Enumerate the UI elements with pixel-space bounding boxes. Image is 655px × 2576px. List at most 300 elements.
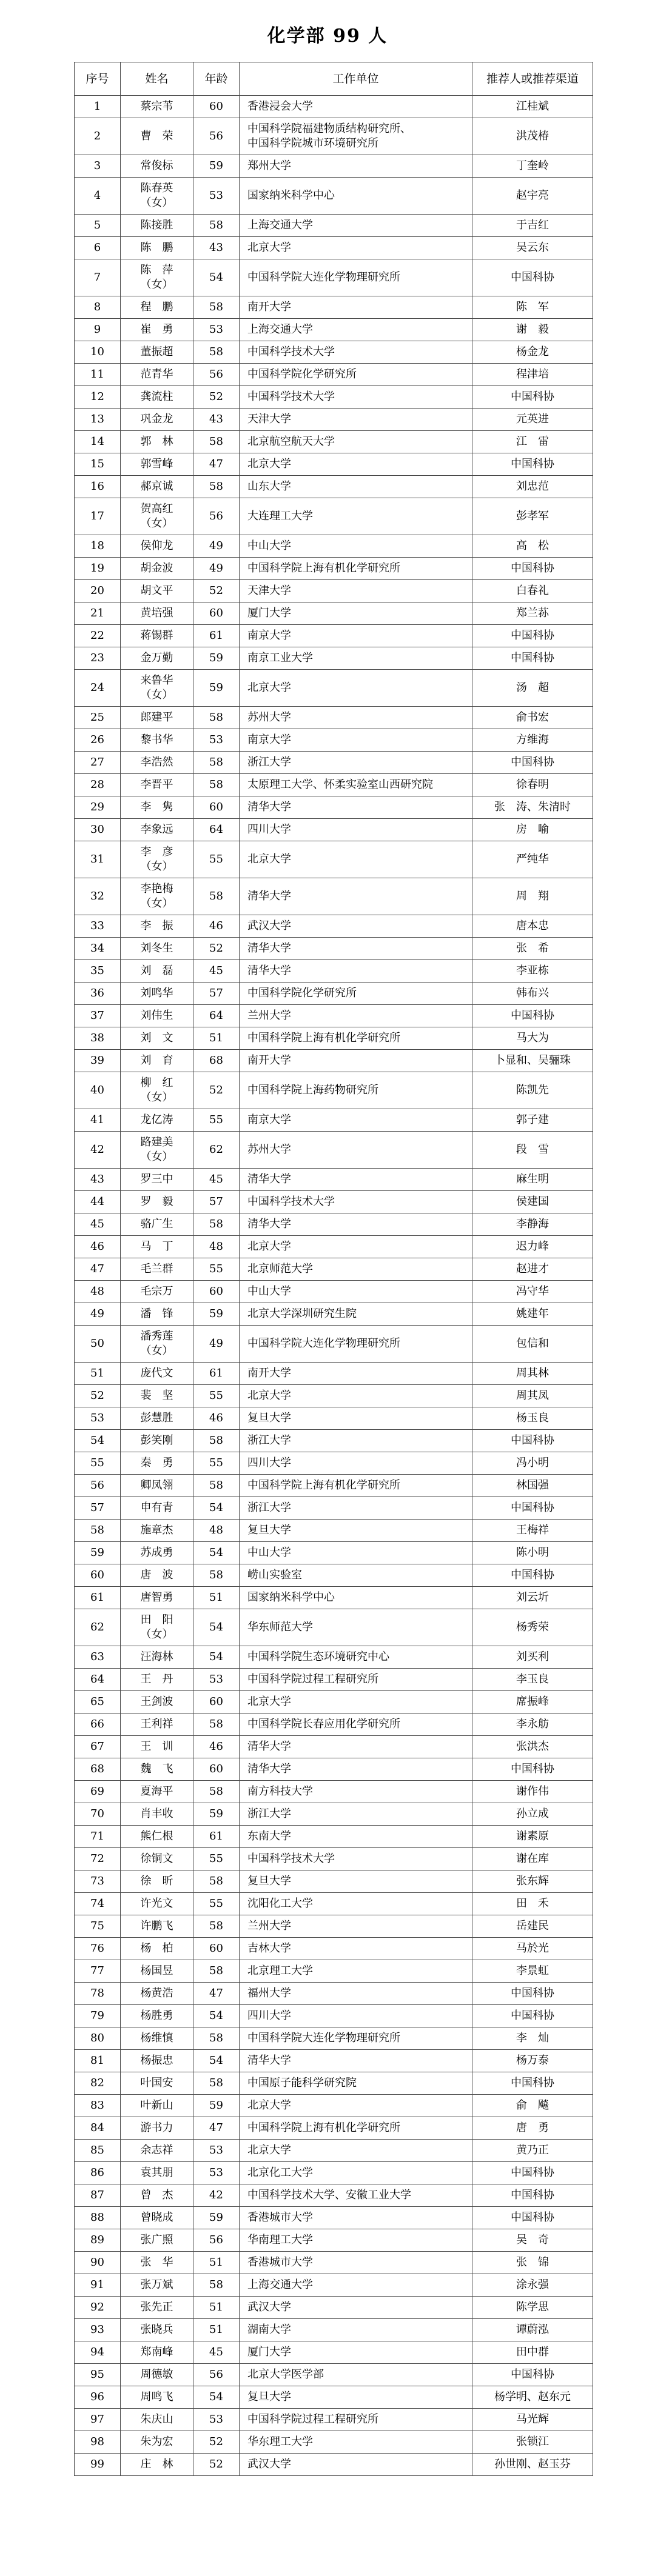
cell-unit: 香港城市大学 (240, 2252, 472, 2274)
cell-no: 6 (75, 237, 121, 259)
table-row (75, 1938, 593, 1960)
cell-age: 58 (193, 1781, 240, 1803)
cell-unit: 大连理工大学 (240, 498, 472, 535)
cell-unit: 南开大学 (240, 1050, 472, 1072)
table-row (75, 752, 593, 774)
cell-name: 郭雪峰 (121, 453, 193, 476)
cell-recommender: 刘买利 (472, 1646, 593, 1669)
cell-unit: 崂山实验室 (240, 1564, 472, 1587)
cell-no: 9 (75, 319, 121, 341)
cell-name: 路建美 （女） (121, 1132, 193, 1169)
table-row (75, 2095, 593, 2117)
table-row (75, 915, 593, 938)
cell-name: 崔 勇 (121, 319, 193, 341)
cell-recommender: 姚建年 (472, 1303, 593, 1326)
cell-unit: 中国科学院生态环境研究中心 (240, 1646, 472, 1669)
cell-unit: 武汉大学 (240, 2454, 472, 2476)
cell-age: 59 (193, 647, 240, 670)
cell-recommender: 谢在库 (472, 1848, 593, 1870)
cell-recommender: 李 灿 (472, 2027, 593, 2050)
cell-name: 毛兰群 (121, 1258, 193, 1281)
cell-recommender: 田中群 (472, 2341, 593, 2364)
cell-recommender: 张锁江 (472, 2431, 593, 2454)
cell-no: 63 (75, 1646, 121, 1669)
cell-recommender: 周其林 (472, 1363, 593, 1385)
cell-unit: 兰州大学 (240, 1915, 472, 1938)
table-row (75, 96, 593, 118)
cell-age: 58 (193, 752, 240, 774)
cell-no: 90 (75, 2252, 121, 2274)
table-row (75, 178, 593, 215)
cell-no: 62 (75, 1609, 121, 1646)
cell-unit: 中国科学院上海有机化学研究所 (240, 1475, 472, 1497)
cell-name: 董振超 (121, 341, 193, 364)
cell-recommender: 马於光 (472, 1938, 593, 1960)
cell-no: 21 (75, 602, 121, 625)
table-row (75, 1258, 593, 1281)
cell-age: 58 (193, 707, 240, 729)
cell-no: 43 (75, 1169, 121, 1191)
cell-unit: 北京航空航天大学 (240, 431, 472, 453)
cell-age: 58 (193, 431, 240, 453)
cell-unit: 上海交通大学 (240, 319, 472, 341)
cell-no: 73 (75, 1870, 121, 1893)
cell-recommender: 张 涛、朱清时 (472, 796, 593, 819)
cell-name: 魏 飞 (121, 1758, 193, 1781)
table-row (75, 1407, 593, 1430)
cell-recommender: 于吉红 (472, 215, 593, 237)
cell-age: 59 (193, 2095, 240, 2117)
cell-age: 55 (193, 1452, 240, 1475)
cell-name: 朱为宏 (121, 2431, 193, 2454)
cell-unit: 上海交通大学 (240, 2274, 472, 2297)
cell-name: 潘秀莲 （女） (121, 1326, 193, 1363)
cell-unit: 华东师范大学 (240, 1609, 472, 1646)
cell-name: 张晓兵 (121, 2319, 193, 2341)
cell-no: 53 (75, 1407, 121, 1430)
cell-name: 彭笑刚 (121, 1430, 193, 1452)
cell-unit: 苏州大学 (240, 1132, 472, 1169)
table-row (75, 2140, 593, 2162)
cell-name: 杨国昱 (121, 1960, 193, 1983)
cell-no: 56 (75, 1475, 121, 1497)
cell-name: 李艳梅 （女） (121, 878, 193, 915)
cell-age: 52 (193, 386, 240, 409)
cell-recommender: 杨万泰 (472, 2050, 593, 2072)
cell-name: 苏成勇 (121, 1542, 193, 1564)
cell-age: 51 (193, 2297, 240, 2319)
cell-no: 47 (75, 1258, 121, 1281)
cell-no: 46 (75, 1236, 121, 1258)
cell-no: 87 (75, 2184, 121, 2207)
table-row (75, 1587, 593, 1609)
cell-no: 3 (75, 155, 121, 178)
cell-recommender: 中国科协 (472, 2072, 593, 2095)
cell-unit: 复旦大学 (240, 1520, 472, 1542)
cell-age: 52 (193, 580, 240, 602)
table-row (75, 2252, 593, 2274)
cell-recommender: 中国科协 (472, 2005, 593, 2027)
cell-no: 50 (75, 1326, 121, 1363)
cell-name: 郎建平 (121, 707, 193, 729)
cell-recommender: 中国科协 (472, 2207, 593, 2229)
cell-unit: 南京大学 (240, 625, 472, 647)
cell-name: 曾 杰 (121, 2184, 193, 2207)
cell-unit: 天津大学 (240, 409, 472, 431)
cell-age: 54 (193, 1497, 240, 1520)
header-unit: 工作单位 (240, 62, 472, 96)
cell-name: 蔡宗苇 (121, 96, 193, 118)
cell-unit: 中国科学技术大学、安徽工业大学 (240, 2184, 472, 2207)
cell-unit: 浙江大学 (240, 1497, 472, 1520)
cell-name: 贺高红 （女） (121, 498, 193, 535)
cell-unit: 兰州大学 (240, 1005, 472, 1027)
header-age: 年龄 (193, 62, 240, 96)
cell-recommender: 陈小明 (472, 1542, 593, 1564)
cell-recommender: 孙立成 (472, 1803, 593, 1826)
table-row (75, 2050, 593, 2072)
cell-no: 71 (75, 1826, 121, 1848)
cell-recommender: 卜显和、吴骊珠 (472, 1050, 593, 1072)
cell-recommender: 李亚栋 (472, 960, 593, 983)
cell-recommender: 谢素原 (472, 1826, 593, 1848)
cell-unit: 中国科学院上海有机化学研究所 (240, 558, 472, 580)
cell-unit: 中国科学院过程工程研究所 (240, 1669, 472, 1691)
cell-recommender: 彭孝军 (472, 498, 593, 535)
cell-recommender: 汤 超 (472, 670, 593, 707)
cell-unit: 中国科学技术大学 (240, 341, 472, 364)
cell-no: 28 (75, 774, 121, 796)
cell-age: 43 (193, 237, 240, 259)
table-row (75, 2319, 593, 2341)
cell-no: 66 (75, 1713, 121, 1736)
cell-name: 胡文平 (121, 580, 193, 602)
cell-recommender: 陈凯先 (472, 1072, 593, 1109)
cell-age: 60 (193, 1938, 240, 1960)
cell-unit: 中山大学 (240, 535, 472, 558)
cell-age: 58 (193, 2274, 240, 2297)
cell-age: 54 (193, 1542, 240, 1564)
cell-name: 罗 毅 (121, 1191, 193, 1213)
table-row (75, 580, 593, 602)
cell-name: 许光文 (121, 1893, 193, 1915)
cell-unit: 福州大学 (240, 1983, 472, 2005)
page-title: 化学部 99 人 (267, 25, 388, 47)
cell-recommender: 洪茂椿 (472, 118, 593, 155)
table-row (75, 1109, 593, 1132)
cell-unit: 清华大学 (240, 1736, 472, 1758)
cell-recommender: 杨玉良 (472, 1407, 593, 1430)
cell-no: 33 (75, 915, 121, 938)
cell-recommender: 程津培 (472, 364, 593, 386)
cell-age: 54 (193, 259, 240, 296)
cell-name: 刘 磊 (121, 960, 193, 983)
cell-age: 56 (193, 364, 240, 386)
cell-unit: 北京大学 (240, 453, 472, 476)
cell-unit: 郑州大学 (240, 155, 472, 178)
cell-name: 王剑波 (121, 1691, 193, 1713)
cell-recommender: 孙世刚、赵玉芬 (472, 2454, 593, 2476)
table-row (75, 2297, 593, 2319)
cell-age: 58 (193, 296, 240, 319)
table-row (75, 819, 593, 841)
cell-recommender: 中国科协 (472, 2184, 593, 2207)
cell-no: 72 (75, 1848, 121, 1870)
cell-name: 杨黄浩 (121, 1983, 193, 2005)
table-row (75, 453, 593, 476)
cell-no: 61 (75, 1587, 121, 1609)
cell-recommender: 马光辉 (472, 2409, 593, 2431)
cell-name: 杨胜勇 (121, 2005, 193, 2027)
table-row (75, 878, 593, 915)
cell-no: 52 (75, 1385, 121, 1407)
cell-age: 58 (193, 2027, 240, 2050)
cell-name: 毛宗万 (121, 1281, 193, 1303)
cell-recommender: 中国科协 (472, 1497, 593, 1520)
table-row (75, 2162, 593, 2184)
cell-no: 94 (75, 2341, 121, 2364)
table-row (75, 1191, 593, 1213)
table-row (75, 498, 593, 535)
cell-no: 99 (75, 2454, 121, 2476)
cell-name: 朱庆山 (121, 2409, 193, 2431)
cell-name: 程 鹏 (121, 296, 193, 319)
cell-no: 75 (75, 1915, 121, 1938)
cell-name: 黎书华 (121, 729, 193, 752)
cell-name: 骆广生 (121, 1213, 193, 1236)
cell-recommender: 元英进 (472, 409, 593, 431)
cell-age: 59 (193, 155, 240, 178)
cell-name: 申有青 (121, 1497, 193, 1520)
table-row (75, 341, 593, 364)
table-row (75, 1213, 593, 1236)
cell-no: 84 (75, 2117, 121, 2140)
cell-recommender: 中国科协 (472, 625, 593, 647)
cell-name: 刘鸣华 (121, 983, 193, 1005)
cell-no: 91 (75, 2274, 121, 2297)
table-row (75, 1609, 593, 1646)
cell-recommender: 丁奎岭 (472, 155, 593, 178)
cell-age: 60 (193, 1691, 240, 1713)
cell-recommender: 杨金龙 (472, 341, 593, 364)
cell-recommender: 中国科协 (472, 1983, 593, 2005)
cell-recommender: 李永舫 (472, 1713, 593, 1736)
cell-no: 27 (75, 752, 121, 774)
table-row (75, 1169, 593, 1191)
cell-age: 55 (193, 1385, 240, 1407)
cell-no: 48 (75, 1281, 121, 1303)
cell-no: 70 (75, 1803, 121, 1826)
cell-no: 67 (75, 1736, 121, 1758)
cell-unit: 苏州大学 (240, 707, 472, 729)
cell-name: 杨维慎 (121, 2027, 193, 2050)
table-row (75, 1669, 593, 1691)
cell-no: 95 (75, 2364, 121, 2386)
cell-age: 60 (193, 96, 240, 118)
table-row (75, 1960, 593, 1983)
cell-age: 53 (193, 2140, 240, 2162)
cell-unit: 国家纳米科学中心 (240, 1587, 472, 1609)
table-row (75, 2229, 593, 2252)
cell-age: 60 (193, 1281, 240, 1303)
cell-no: 10 (75, 341, 121, 364)
cell-recommender: 席振峰 (472, 1691, 593, 1713)
cell-recommender: 侯建国 (472, 1191, 593, 1213)
cell-recommender: 中国科协 (472, 558, 593, 580)
cell-age: 53 (193, 2409, 240, 2431)
cell-name: 张先正 (121, 2297, 193, 2319)
cell-name: 刘伟生 (121, 1005, 193, 1027)
cell-no: 20 (75, 580, 121, 602)
cell-age: 58 (193, 1870, 240, 1893)
cell-age: 64 (193, 1005, 240, 1027)
cell-age: 58 (193, 774, 240, 796)
cell-age: 59 (193, 1303, 240, 1326)
cell-name: 叶新山 (121, 2095, 193, 2117)
cell-unit: 沈阳化工大学 (240, 1893, 472, 1915)
table-row (75, 319, 593, 341)
cell-unit: 复旦大学 (240, 1407, 472, 1430)
table-row (75, 1915, 593, 1938)
cell-recommender: 张洪杰 (472, 1736, 593, 1758)
cell-no: 36 (75, 983, 121, 1005)
cell-recommender: 岳建民 (472, 1915, 593, 1938)
cell-name: 裴 坚 (121, 1385, 193, 1407)
table-row (75, 1303, 593, 1326)
cell-no: 7 (75, 259, 121, 296)
cell-name: 徐 昕 (121, 1870, 193, 1893)
cell-unit: 北京大学 (240, 2095, 472, 2117)
table-row (75, 1520, 593, 1542)
cell-unit: 厦门大学 (240, 602, 472, 625)
cell-name: 张 华 (121, 2252, 193, 2274)
cell-no: 89 (75, 2229, 121, 2252)
table-row (75, 409, 593, 431)
cell-name: 罗三中 (121, 1169, 193, 1191)
cell-age: 56 (193, 2364, 240, 2386)
cell-name: 汪海林 (121, 1646, 193, 1669)
cell-no: 64 (75, 1669, 121, 1691)
table-row (75, 707, 593, 729)
cell-no: 32 (75, 878, 121, 915)
table-row (75, 1736, 593, 1758)
header-no: 序号 (75, 62, 121, 96)
cell-age: 60 (193, 1758, 240, 1781)
cell-no: 54 (75, 1430, 121, 1452)
cell-name: 刘 育 (121, 1050, 193, 1072)
cell-age: 60 (193, 602, 240, 625)
cell-age: 68 (193, 1050, 240, 1072)
cell-age: 61 (193, 1363, 240, 1385)
cell-recommender: 郑兰荪 (472, 602, 593, 625)
cell-name: 周德敏 (121, 2364, 193, 2386)
cell-age: 60 (193, 796, 240, 819)
cell-age: 49 (193, 535, 240, 558)
table-row (75, 2005, 593, 2027)
cell-age: 58 (193, 1915, 240, 1938)
cell-unit: 浙江大学 (240, 752, 472, 774)
cell-recommender: 严纯华 (472, 841, 593, 878)
cell-name: 李晋平 (121, 774, 193, 796)
cell-name: 郭 林 (121, 431, 193, 453)
cell-unit: 南京工业大学 (240, 647, 472, 670)
cell-age: 59 (193, 670, 240, 707)
cell-no: 57 (75, 1497, 121, 1520)
cell-unit: 国家纳米科学中心 (240, 178, 472, 215)
cell-no: 60 (75, 1564, 121, 1587)
cell-age: 43 (193, 409, 240, 431)
cell-age: 58 (193, 1564, 240, 1587)
cell-age: 61 (193, 625, 240, 647)
cell-no: 88 (75, 2207, 121, 2229)
table-row (75, 625, 593, 647)
cell-name: 余志祥 (121, 2140, 193, 2162)
cell-name: 蒋锡群 (121, 625, 193, 647)
cell-no: 86 (75, 2162, 121, 2184)
cell-age: 53 (193, 729, 240, 752)
cell-name: 夏海平 (121, 1781, 193, 1803)
cell-recommender: 迟力峰 (472, 1236, 593, 1258)
cell-unit: 复旦大学 (240, 1870, 472, 1893)
table-row (75, 1132, 593, 1169)
cell-age: 46 (193, 915, 240, 938)
table-row (75, 960, 593, 983)
cell-unit: 复旦大学 (240, 2386, 472, 2409)
cell-name: 陈接胜 (121, 215, 193, 237)
table-row (75, 364, 593, 386)
table-row (75, 1983, 593, 2005)
table-row (75, 1385, 593, 1407)
table-row (75, 729, 593, 752)
cell-name: 陈 鹏 (121, 237, 193, 259)
cell-recommender: 李景虹 (472, 1960, 593, 1983)
cell-recommender: 包信和 (472, 1326, 593, 1363)
cell-recommender: 韩布兴 (472, 983, 593, 1005)
cell-recommender: 冯守华 (472, 1281, 593, 1303)
cell-age: 58 (193, 215, 240, 237)
cell-name: 郝京诚 (121, 476, 193, 498)
cell-no: 55 (75, 1452, 121, 1475)
cell-recommender: 俞 飚 (472, 2095, 593, 2117)
table-row (75, 2274, 593, 2297)
cell-name: 郑南峰 (121, 2341, 193, 2364)
cell-age: 53 (193, 1669, 240, 1691)
cell-age: 48 (193, 1520, 240, 1542)
cell-no: 58 (75, 1520, 121, 1542)
cell-name: 杨振忠 (121, 2050, 193, 2072)
table-row (75, 1281, 593, 1303)
cell-recommender: 吴云东 (472, 237, 593, 259)
cell-recommender: 陈学思 (472, 2297, 593, 2319)
cell-unit: 湖南大学 (240, 2319, 472, 2341)
cell-name: 胡金波 (121, 558, 193, 580)
cell-recommender: 江 雷 (472, 431, 593, 453)
cell-age: 55 (193, 1109, 240, 1132)
cell-age: 58 (193, 878, 240, 915)
table-row (75, 2072, 593, 2095)
cell-unit: 中山大学 (240, 1542, 472, 1564)
cell-recommender: 中国科协 (472, 259, 593, 296)
table-row (75, 1497, 593, 1520)
cell-no: 16 (75, 476, 121, 498)
cell-unit: 清华大学 (240, 960, 472, 983)
cell-name: 刘 文 (121, 1027, 193, 1050)
cell-recommender: 涂永强 (472, 2274, 593, 2297)
cell-age: 45 (193, 1169, 240, 1191)
cell-no: 93 (75, 2319, 121, 2341)
cell-age: 56 (193, 118, 240, 155)
cell-unit: 清华大学 (240, 1758, 472, 1781)
